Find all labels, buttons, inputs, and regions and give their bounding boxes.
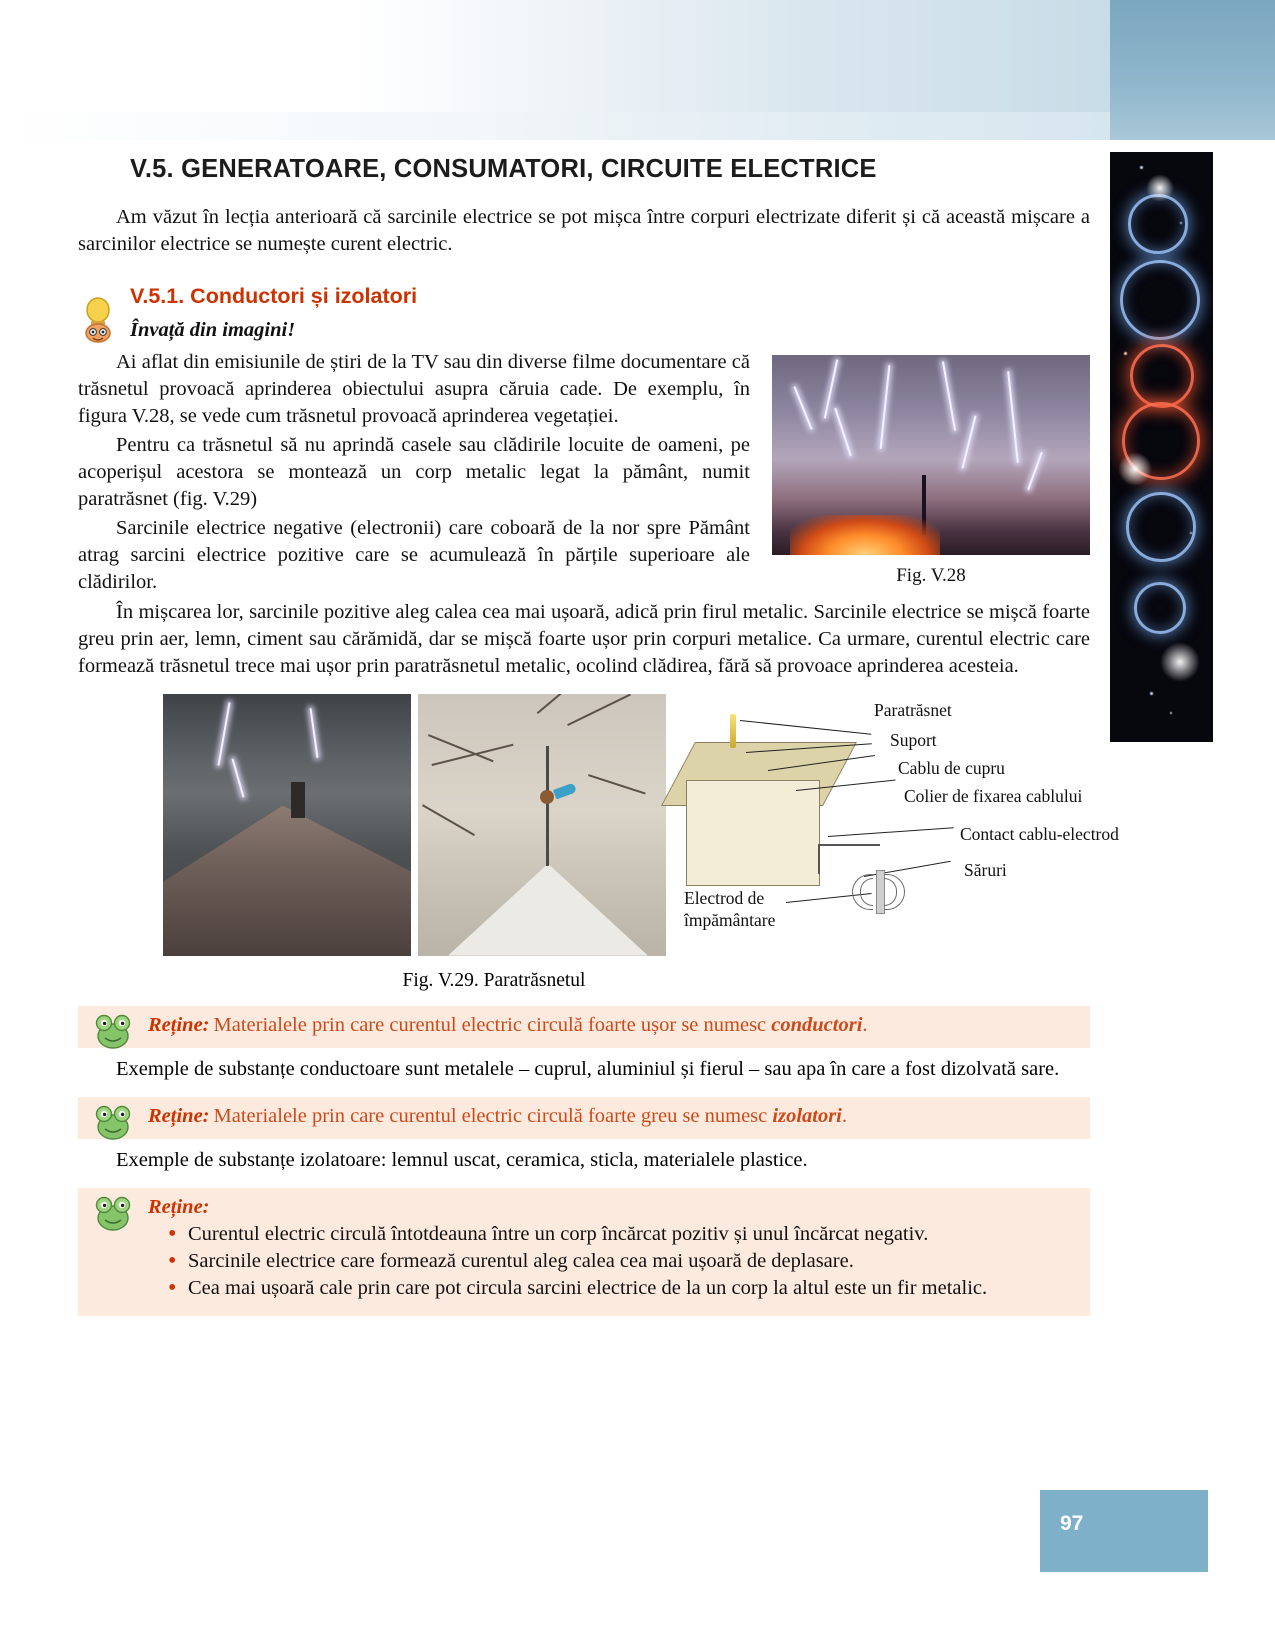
retine-text-1: Materialele prin care curentul electric circulă foarte ușor se numesc xyxy=(213,1013,772,1036)
frog-icon xyxy=(92,1103,134,1141)
intro-paragraph: Am văzut în lecția anterioară că sarcinile electrice se pot mișca între corpuri electrizate diferit și că această mișcare a sarcinilor electrice se numește curent electric. xyxy=(78,206,1090,256)
paragraph-1: Ai aflat din emisiunile de știri de la TV sau din diverse filme documentare că trăsnetul provoacă aprinderea obiectului asupra căruia cade. De exemplu, în figura V.28, se vede cum trăsnetul provoacă aprinderea vegetației. xyxy=(78,351,750,428)
frog-icon xyxy=(92,1194,134,1232)
diagram-house-wall xyxy=(686,780,820,886)
paragraph-3: Sarcinile electrice negative (electronii) care coboară de la nor spre Pământ atrag sarcini electrice pozitive care se acumulează în părțile superioare ale clădirilor. xyxy=(78,517,750,594)
lightning-rod xyxy=(730,714,736,748)
header-blue-block xyxy=(1110,0,1275,140)
antenna-photo xyxy=(418,694,666,956)
retine-text-2: Materialele prin care curentul electric circulă foarte greu se numesc xyxy=(213,1104,773,1127)
header-gradient-fade xyxy=(0,112,1110,140)
learn-from-images-label: Învață din imagini! xyxy=(130,319,296,342)
diagram-label-saruri: Săruri xyxy=(964,859,1007,880)
lightbulb-icon xyxy=(78,297,118,343)
ground-cable-drop xyxy=(818,844,820,874)
diagram-label-impamantare: împământare xyxy=(684,909,776,930)
insulator-ball xyxy=(540,790,554,804)
fire-glow xyxy=(790,515,940,555)
paragraph-2: Pentru ca trăsnetul să nu aprindă casele sau clădirile locuite de oameni, pe acoperișul acestora se montează un corp metalic legat la pământ, numit paratrăsnet (fig. V.29) xyxy=(78,434,750,511)
figure-29-caption: Fig. V.29. Paratrăsnetul xyxy=(402,969,586,991)
retine-label-1: Reține: xyxy=(148,1013,210,1036)
frog-icon xyxy=(92,1012,134,1050)
figure-29-row xyxy=(78,694,1119,962)
retine-box-2 xyxy=(78,1097,1090,1139)
paragraph-after-box-1: Exemple de substanțe conductoare sunt metalele – cuprul, aluminiul și fierul – sau apa în care a fost dizolvată sare. xyxy=(116,1057,1060,1080)
list-item: • Sarcinile electrice care formează curentul aleg calea cea mai ușoară de deplasare. xyxy=(166,1250,1076,1273)
page-title: V.5. GENERATOARE, CONSUMATORI, CIRCUITE ELECTRICE xyxy=(130,155,877,183)
retine-text-2-after: . xyxy=(841,1104,848,1127)
retine-bullet-list xyxy=(148,1223,1076,1300)
diagram-label-colier: Colier de fixarea cablului xyxy=(904,785,1083,806)
retine-label-2: Reține: xyxy=(148,1104,210,1127)
section-title: V.5.1. Conductori și izolatori xyxy=(130,284,418,309)
figure-28 xyxy=(772,355,1090,587)
paragraph-after-box-2: Exemple de substanțe izolatoare: lemnul uscat, ceramica, sticla, materialele plastice. xyxy=(116,1148,808,1171)
antenna-roof-shape xyxy=(448,864,648,956)
diagram-label-contact: Contact cablu-electrod xyxy=(960,823,1119,844)
retine-keyword-2: izolatori xyxy=(772,1104,842,1127)
house-roof-shape xyxy=(163,806,411,956)
decorative-sparkle-image xyxy=(1110,152,1213,742)
ground-cable xyxy=(818,844,880,846)
page-number: 97 xyxy=(1060,1512,1084,1535)
retine-text-1-after: . xyxy=(862,1013,868,1036)
blue-tag xyxy=(553,782,577,799)
retine-keyword-1: conductori xyxy=(771,1013,863,1036)
retine-label-3: Reține: xyxy=(148,1195,210,1218)
figure-28-caption: Fig. V.28 xyxy=(896,565,966,587)
list-item: • Curentul electric circulă întotdeauna între un corp încărcat pozitiv și unul încărcat negativ. xyxy=(166,1223,1076,1246)
list-item: • Cea mai ușoară cale prin care pot circula sarcini electrice de la un corp la altul este un fir metalic. xyxy=(166,1277,1076,1300)
antenna-mast xyxy=(546,746,549,866)
diagram-label-suport: Suport xyxy=(890,729,937,750)
learn-from-images-header xyxy=(78,319,1090,349)
diagram-label-paratrasnet: Paratrăsnet xyxy=(874,699,952,720)
retine-box-1 xyxy=(78,1006,1090,1048)
lightning-rod-diagram xyxy=(678,694,1119,956)
roof-storm-photo xyxy=(163,694,411,956)
page-content xyxy=(78,155,1119,1316)
diagram-label-electrod: Electrod de xyxy=(684,887,765,908)
chimney xyxy=(291,782,305,818)
lightning-photo xyxy=(772,355,1090,555)
retine-box-3 xyxy=(78,1188,1090,1316)
diagram-label-cablu-cupru: Cablu de cupru xyxy=(898,757,1005,778)
paragraph-4: În mișcarea lor, sarcinile pozitive aleg calea cea mai ușoară, adică prin firul metalic. Sarcinile electrice se mișcă foarte greu prin aer, lemn, ciment sau cărămidă, dar se mișcă foarte ușor prin corpuri metalice. Ca urmare, curentul electric care formează trăsnetul trece mai ușor prin paratrăsnetul metalic, ocolind clădirea, fără să provoace aprinderea acesteia. xyxy=(78,600,1090,677)
